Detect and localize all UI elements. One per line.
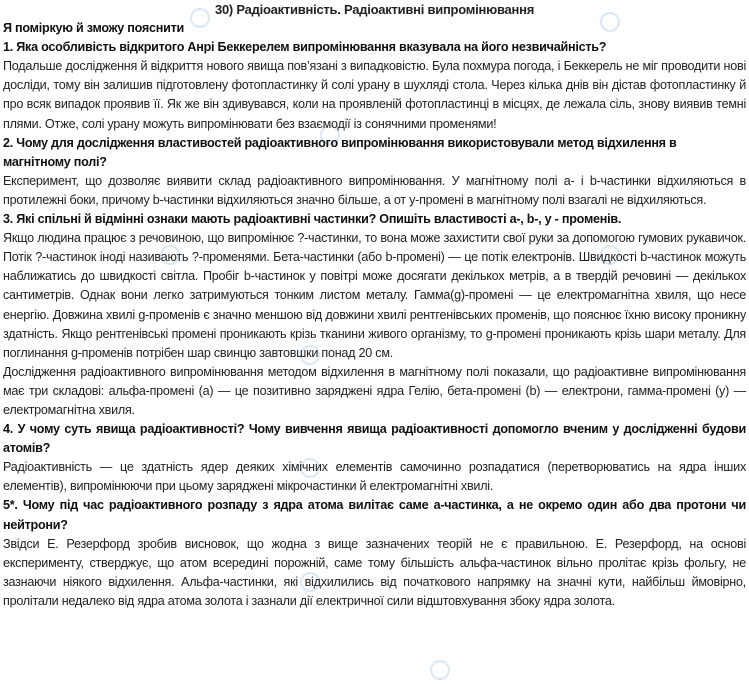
answer-1: Подальше дослідження й відкриття нового явища пов’язані з випадковістю. Була похмура погода, і Беккерель не міг проводити нові досліди, тому він залишив підготовлену фотопластинку й солі урану в шухляді стола. Через кілька днів він дістав фотопластинку й про всяк випадок проявив її. Як же він здивувався, коли на проявленій фотопластинці в місцях, де лежала сіль, знову виявив темні плями. Отже, солі урану можуть випромінювати без взаємодії із сонячними променями!: [3, 59, 746, 131]
question-1: 1. Яка особливість відкритого Анрі Беккерелем випромінювання вказувала на його незвичайність?: [3, 40, 607, 55]
answer-4: Радіоактивність — це здатність ядер деяких хімічних елементів самочинно розпадатися (перетворюватись на ядра інших елементів), випромінюючи при цьому заряджені мікрочастинки й електромагнітні хвилі.: [3, 460, 746, 494]
question-2: 2. Чому для дослідження властивостей радіоактивного випромінювання використовували метод відхилення в магнітному полі?: [3, 135, 677, 169]
question-5: 5*. Чому під час радіоактивного розпаду з ядра атома вилітає саме a-частинка, а не окремо один або два протони чи нейтрони?: [3, 498, 746, 532]
answer-2: Експеримент, що дозволяє виявити склад радіоактивного випромінювання. У магнітному полі a- і b-частинки відхиляються в протилежні боки, причому b-частинки відхиляються значно більше, а от y-промені в магнітному полі взагалі не відхиляються.: [3, 173, 746, 207]
document: [3, 0, 746, 611]
watermark-logo-icon: [430, 660, 450, 680]
answer-3-part-2: Дослідження радіоактивного випромінювання методом відхилення в магнітному полі показали, що радіоактивне випромінювання має три складові: альфа-промені (a) — це позитивно заряджені ядра Гелію, бета-промені (b) — електрони, гамма-промені (y) — електромагнітна хвиля.: [3, 364, 746, 417]
question-3: 3. Які спільні й відмінні ознаки мають радіоактивні частинки? Опишіть властивості a-, b-, y - променів.: [3, 212, 622, 227]
question-4: 4. У чому суть явища радіоактивності? Чому вивчення явища радіоактивності допомогло вченим у дослідженні будови атомів?: [3, 422, 746, 456]
answer-3-part-1: Якщо людина працює з речовиною, що випромінює ?-частинки, то вона може захистити свої руки за допомогою гумових рукавичок. Потік ?-частинок іноді називають ?-променями. Бета-частинки (або b-промені) — це потік електронів. Швидкості b-частинок можуть наближатись до швидкості світла. Пробіг b-частинок у повітрі може досягати декількох метрів, а в твердій речовині — декількох сантиметрів. Однак вони легко затримуються тонким листом металу. Гамма(g)-промені — це електромагнітна хвиля, що несе енергію. Довжина хвилі g-променів є значно меншою від довжини хвилі рентгенівських променів, що пояснює їхню високу проникну здатність. Якщо рентгенівські промені проникають крізь тканини живого організму, то g-промені проникають крізь шари металу. Для поглинання g-променів потрібен шар свинцю завтовшки понад 20 см.: [3, 231, 746, 360]
answer-5: Звідси Е. Резерфорд зробив висновок, що жодна з вище зазначених теорій не є правильною. Е. Резерфорд, на основі експерименту, стверджує, що атом всередині порожній, саме тому більшість альфа-частинок вільно пролітає крізь фольгу, не зазнаючи ніякого відхилення. Альфа-частинки, які відхилились від початкового напрямку на значні кути, найбільш ймовірно, пролітали недалеко від ядра атома золота і зазнали дії електричної сили відштовхування збоку ядра золота.: [3, 536, 746, 608]
section-heading: Я поміркую й зможу пояснити: [3, 21, 185, 36]
page-title: 30) Радіоактивність. Радіоактивні випромінювання: [214, 2, 535, 17]
